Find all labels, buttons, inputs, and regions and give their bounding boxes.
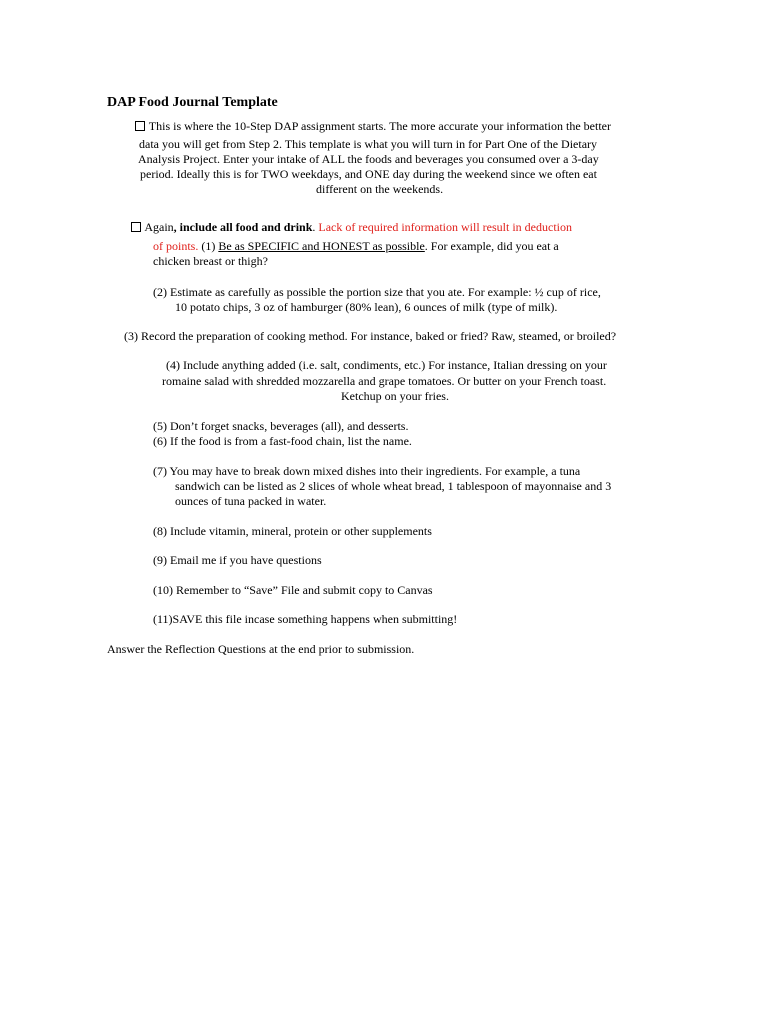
again-line-3: chicken breast or thigh? bbox=[153, 254, 268, 268]
closing-instruction: Answer the Reflection Questions at the end prior to submission. bbox=[107, 642, 415, 656]
item-4-line-2: romaine salad with shredded mozzarella and grape tomatoes. Or butter on your French toast. bbox=[162, 374, 607, 388]
intro-line-5: different on the weekends. bbox=[316, 182, 444, 196]
checkbox-bullet-icon bbox=[135, 121, 145, 131]
item-5: (5) Don’t forget snacks, beverages (all), and desserts. bbox=[153, 419, 409, 433]
item-11: (11)SAVE this file incase something happens when submitting! bbox=[153, 612, 458, 626]
item-9: (9) Email me if you have questions bbox=[153, 553, 322, 567]
intro-line-2: data you will get from Step 2. This template is what you will turn in for Part One of the Dietary bbox=[139, 137, 598, 151]
item-8: (8) Include vitamin, mineral, protein or other supplements bbox=[153, 524, 432, 538]
item-7-line-3: ounces of tuna packed in water. bbox=[175, 494, 327, 508]
item-3: (3) Record the preparation of cooking method. For instance, baked or fried? Raw, steamed, or broiled? bbox=[124, 329, 617, 343]
again-line-2: of points. (1) Be as SPECIFIC and HONEST as possible. For example, did you eat a bbox=[153, 239, 559, 253]
intro-line-3: Analysis Project. Enter your intake of ALL the foods and beverages you consumed over a 3-day bbox=[138, 152, 599, 166]
item-6: (6) If the food is from a fast-food chain, list the name. bbox=[153, 434, 412, 448]
checkbox-bullet-icon bbox=[131, 222, 141, 232]
item-2-line-1: (2) Estimate as carefully as possible the portion size that you ate. For example: ½ cup of rice, bbox=[153, 285, 601, 299]
intro-line-1: This is where the 10-Step DAP assignment starts. The more accurate your information the better bbox=[135, 119, 611, 134]
item-7-line-2: sandwich can be listed as 2 slices of whole wheat bread, 1 tablespoon of mayonnaise and 3 bbox=[175, 479, 612, 493]
item-4-line-1: (4) Include anything added (i.e. salt, condiments, etc.) For instance, Italian dressing on your bbox=[166, 358, 607, 372]
item-2-line-2: 10 potato chips, 3 oz of hamburger (80% lean), 6 ounces of milk (type of milk). bbox=[175, 300, 558, 314]
again-line-1: Again, include all food and drink. Lack of required information will result in deduction bbox=[131, 220, 572, 235]
item-10: (10) Remember to “Save” File and submit copy to Canvas bbox=[153, 583, 433, 597]
document-title: DAP Food Journal Template bbox=[107, 95, 278, 110]
intro-line-4: period. Ideally this is for TWO weekdays, and ONE day during the weekend since we often eat bbox=[140, 167, 597, 181]
item-4-line-3: Ketchup on your fries. bbox=[341, 389, 449, 403]
item-7-line-1: (7) You may have to break down mixed dishes into their ingredients. For example, a tuna bbox=[153, 464, 581, 478]
